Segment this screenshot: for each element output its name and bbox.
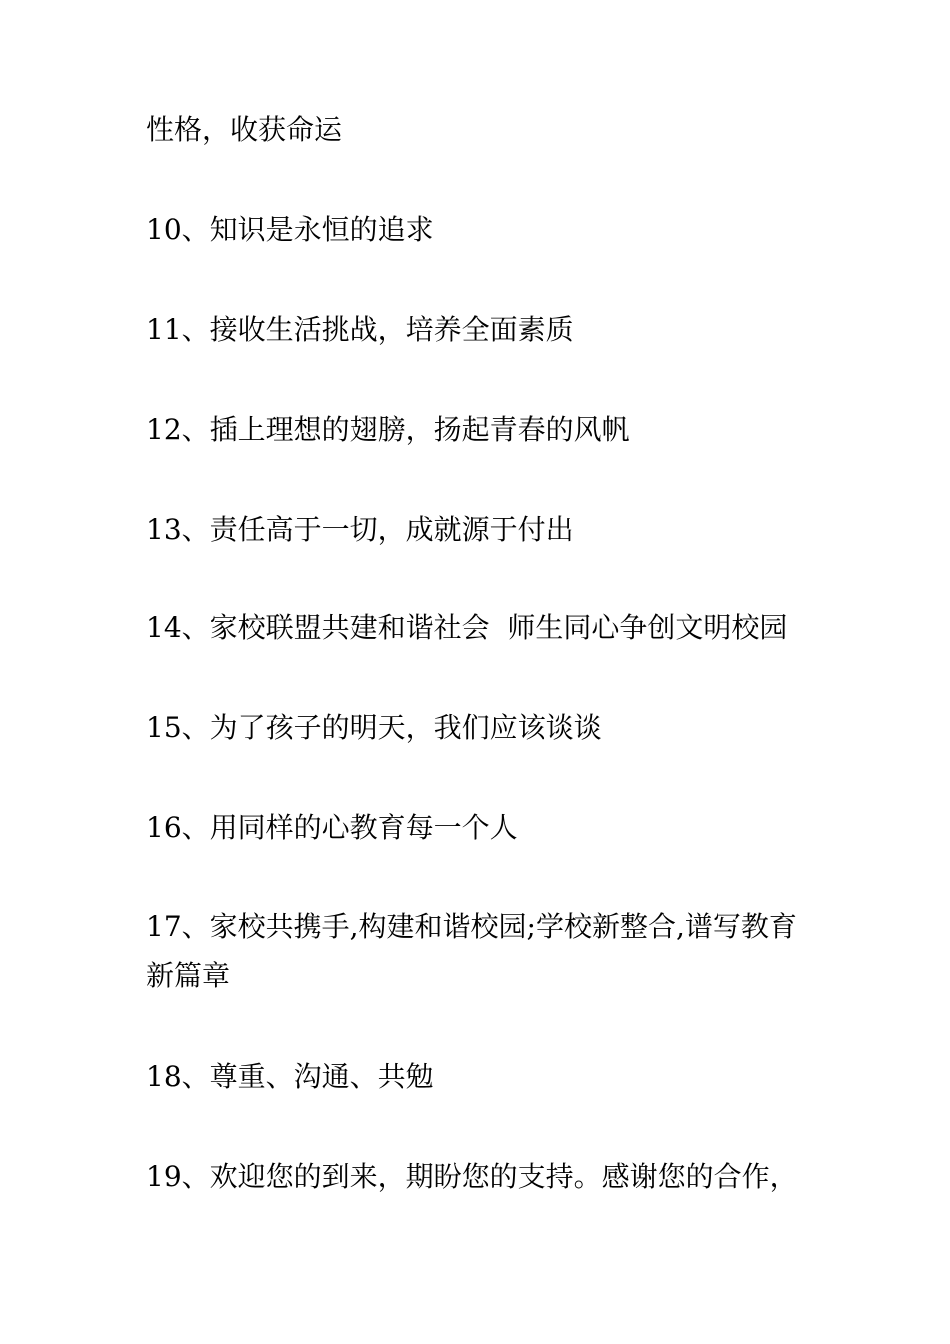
- text-line-continuation: 性格，收获命运: [146, 113, 343, 146]
- slogan-12: 12、插上理想的翅膀，扬起青春的风帆: [146, 413, 630, 446]
- slogan-18: 18、尊重、沟通、共勉: [146, 1060, 434, 1093]
- slogan-16: 16、用同样的心教育每一个人: [146, 811, 518, 844]
- slogan-10: 10、知识是永恒的追求: [146, 213, 434, 246]
- slogan-15: 15、为了孩子的明天，我们应该谈谈: [146, 711, 602, 744]
- slogan-19: 19、欢迎您的到来，期盼您的支持。感谢您的合作，: [146, 1160, 798, 1193]
- slogan-13: 13、责任高于一切，成就源于付出: [146, 513, 574, 546]
- slogan-11: 11、接收生活挑战，培养全面素质: [146, 313, 574, 346]
- slogan-17: 17、家校共携手,构建和谐校园;学校新整合,谱写教育: [146, 910, 797, 943]
- slogan-14: 14、家校联盟共建和谐社会 师生同心争创文明校园: [146, 611, 788, 644]
- slogan-17-continuation: 新篇章: [146, 959, 231, 992]
